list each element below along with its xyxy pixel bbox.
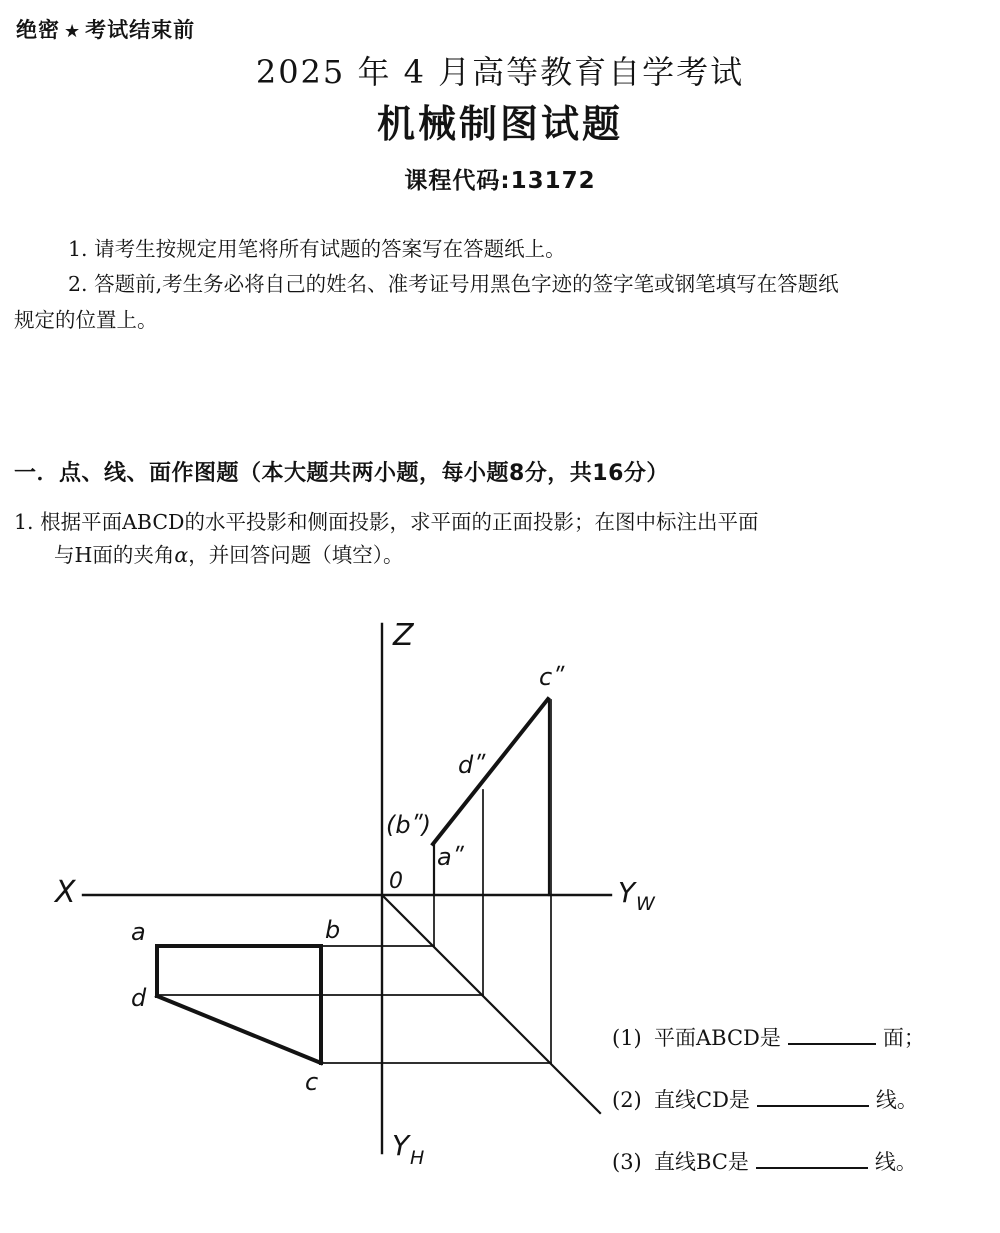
blank-prompt-2: 直线CD是 <box>654 1088 750 1112</box>
miter-45-line <box>383 896 600 1113</box>
fill-in-blank-list <box>612 1022 1000 1208</box>
w-point-label-c: cʺ <box>539 663 564 691</box>
w-point-label-d: dʺ <box>458 751 485 779</box>
blank-row-2 <box>612 1084 1000 1146</box>
blank-prompt-3: 直线BC是 <box>654 1150 749 1174</box>
blank-suffix-3: 线。 <box>874 1150 917 1174</box>
question-1-line-2-post: ，并回答问题（填空）。 <box>188 543 404 568</box>
star-icon: ★ <box>64 21 82 42</box>
blank-suffix-1: 面； <box>882 1026 925 1050</box>
origin-label: 0 <box>389 869 403 894</box>
blank-input-1[interactable] <box>788 1026 876 1045</box>
axis-yw-label-subscript: W <box>636 893 655 915</box>
h-point-label-c: c <box>305 1068 319 1096</box>
blank-index-2: (2) <box>612 1088 642 1112</box>
title-block <box>0 54 1000 195</box>
instruction-item-1: 1. 请考生按规定用笔将所有试题的答案写在答题纸上。 <box>68 237 566 261</box>
axis-yh-label: Y <box>392 1129 410 1162</box>
axis-x-label: X <box>55 875 76 910</box>
w-point-label-a: aʺ <box>437 843 463 871</box>
blank-input-3[interactable] <box>756 1150 868 1169</box>
blank-index-3: (3) <box>612 1150 642 1174</box>
course-code: 课程代码:13172 <box>404 168 596 195</box>
secrecy-note: 考试结束前 <box>85 18 196 42</box>
axis-z-label: Z <box>393 618 414 653</box>
section-heading: 一．点、线、面作图题（本大题共两小题，每小题8分，共16分） <box>14 461 669 486</box>
blank-index-1: (1) <box>612 1026 642 1050</box>
angle-alpha-symbol: α <box>174 543 189 568</box>
axis-yw-label: Y <box>618 876 636 909</box>
question-1-line-2-pre: 与H面的夹角 <box>54 543 175 568</box>
w-point-label-b: (bʺ) <box>386 811 431 839</box>
blank-row-3 <box>612 1146 1000 1208</box>
instruction-item-2: 2. 答题前,考生务必将自己的姓名、准考证号用黑色字迹的签字笔或钢笔填写在答题纸 <box>68 272 839 297</box>
h-edge-dc <box>157 996 321 1063</box>
secrecy-header <box>16 14 195 44</box>
instructions-block <box>14 232 986 338</box>
blank-row-1 <box>612 1022 1000 1084</box>
question-1-line-1: 1. 根据平面ABCD的水平投影和侧面投影，求平面的正面投影；在图中标注出平面 <box>14 510 759 534</box>
h-point-label-a: a <box>131 918 146 946</box>
h-point-label-b: b <box>325 916 341 944</box>
secrecy-label: 绝密 <box>16 18 60 42</box>
question-1-line-2 <box>14 539 989 572</box>
blank-prompt-1: 平面ABCD是 <box>654 1026 781 1050</box>
question-1-text <box>14 506 989 572</box>
instruction-item-2-continuation: 规定的位置上。 <box>14 307 158 332</box>
blank-input-2[interactable] <box>757 1088 869 1107</box>
exam-title-line: 2025 年 4 月高等教育自学考试 <box>255 53 745 91</box>
blank-suffix-2: 线。 <box>875 1088 918 1112</box>
h-point-label-d: d <box>131 984 147 1012</box>
page-title: 机械制图试题 <box>376 101 623 146</box>
axis-yh-label-subscript: H <box>410 1147 425 1169</box>
w-edge-ac-inclined <box>433 699 548 844</box>
